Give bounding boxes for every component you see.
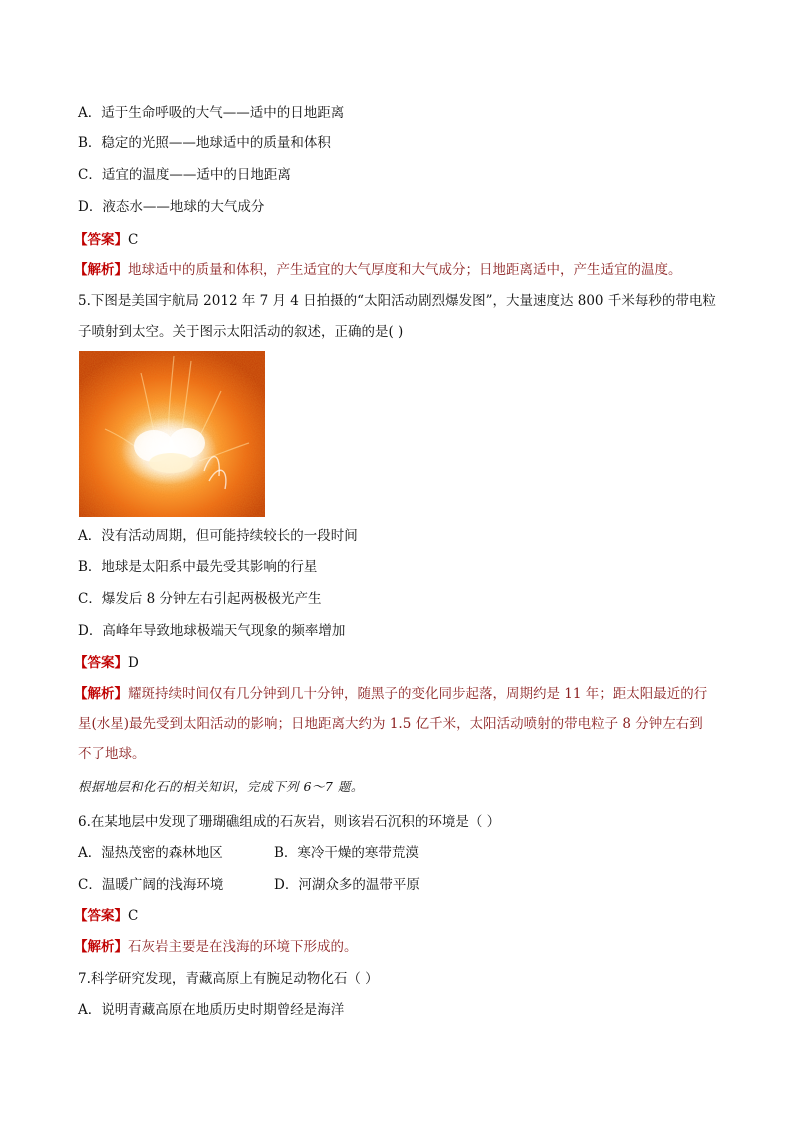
q4-option-b: B．稳定的光照——地球适中的质量和体积 bbox=[78, 135, 331, 151]
q4-option-a: A．适于生命呼吸的大气——适中的日地距离 bbox=[78, 105, 345, 121]
answer-tag: 【答案】 bbox=[74, 655, 128, 671]
group-note: 根据地层和化石的相关知识，完成下列 6～7 题。 bbox=[78, 779, 364, 794]
answer-tag: 【答案】 bbox=[74, 908, 128, 924]
q7-stem: 7.科学研究发现，青藏高原上有腕足动物化石（ ） bbox=[78, 971, 379, 987]
q5-stem-line1: 5.下图是美国宇航局 2012 年 7 月 4 日拍摄的“太阳活动剧烈爆发图”，大量速度达 800 千米每秒的带电粒 bbox=[78, 293, 716, 309]
q4-option-c: C．适宜的温度——适中的日地距离 bbox=[78, 167, 291, 183]
q5-explanation-line2: 星(水星)最先受到太阳活动的影响；日地距离大约为 1.5 亿千米，太阳活动喷射的带电粒子 8 分钟左右到 bbox=[78, 716, 703, 732]
explanation-text: 石灰岩主要是在浅海的环境下形成的。 bbox=[128, 939, 358, 955]
answer-value: D bbox=[128, 655, 139, 671]
q6-option-c: C．温暖广阔的浅海环境 bbox=[78, 877, 224, 893]
solar-flare-graphic bbox=[79, 351, 265, 517]
q4-explanation bbox=[74, 260, 682, 280]
explanation-text: 耀斑持续时间仅有几分钟到几十分钟，随黑子的变化同步起落，周期约是 11 年；距太阳最近的行 bbox=[128, 686, 708, 702]
solar-flare-image bbox=[79, 351, 265, 517]
q4-option-d: D．液态水——地球的大气成分 bbox=[78, 199, 265, 215]
explanation-text: 地球适中的质量和体积，产生适宜的大气厚度和大气成分；日地距离适中，产生适宜的温度。 bbox=[128, 262, 682, 278]
q6-answer bbox=[74, 906, 138, 926]
q5-stem-line2: 子喷射到太空。关于图示太阳活动的叙述，正确的是( ) bbox=[78, 324, 404, 340]
q5-option-a: A．没有活动周期，但可能持续较长的一段时间 bbox=[78, 528, 358, 544]
q5-explanation-line3: 不了地球。 bbox=[78, 746, 146, 762]
q5-option-b: B．地球是太阳系中最先受其影响的行星 bbox=[78, 559, 318, 575]
q6-stem: 6.在某地层中发现了珊瑚礁组成的石灰岩，则该岩石沉积的环境是（ ） bbox=[78, 814, 501, 830]
q6-options-row1 bbox=[78, 843, 419, 863]
answer-value: C bbox=[128, 908, 139, 924]
explanation-tag: 【解析】 bbox=[74, 262, 128, 278]
explanation-tag: 【解析】 bbox=[74, 686, 128, 702]
q6-option-d: D．河湖众多的温带平原 bbox=[274, 877, 420, 893]
q6-explanation bbox=[74, 937, 358, 957]
q5-option-d: D．高峰年导致地球极端天气现象的频率增加 bbox=[78, 623, 346, 639]
q5-option-c: C．爆发后 8 分钟左右引起两极极光产生 bbox=[78, 591, 322, 607]
q6-options-row2 bbox=[78, 875, 420, 895]
q6-option-a: A．湿热茂密的森林地区 bbox=[78, 845, 223, 861]
q4-answer bbox=[74, 230, 138, 250]
answer-value: C bbox=[128, 232, 139, 248]
q6-option-b: B．寒冷干燥的寒带荒漠 bbox=[274, 845, 419, 861]
q5-answer bbox=[74, 653, 139, 673]
answer-tag: 【答案】 bbox=[74, 232, 128, 248]
q7-option-a: A．说明青藏高原在地质历史时期曾经是海洋 bbox=[78, 1002, 345, 1018]
explanation-tag: 【解析】 bbox=[74, 939, 128, 955]
q5-explanation-line1 bbox=[74, 684, 707, 704]
